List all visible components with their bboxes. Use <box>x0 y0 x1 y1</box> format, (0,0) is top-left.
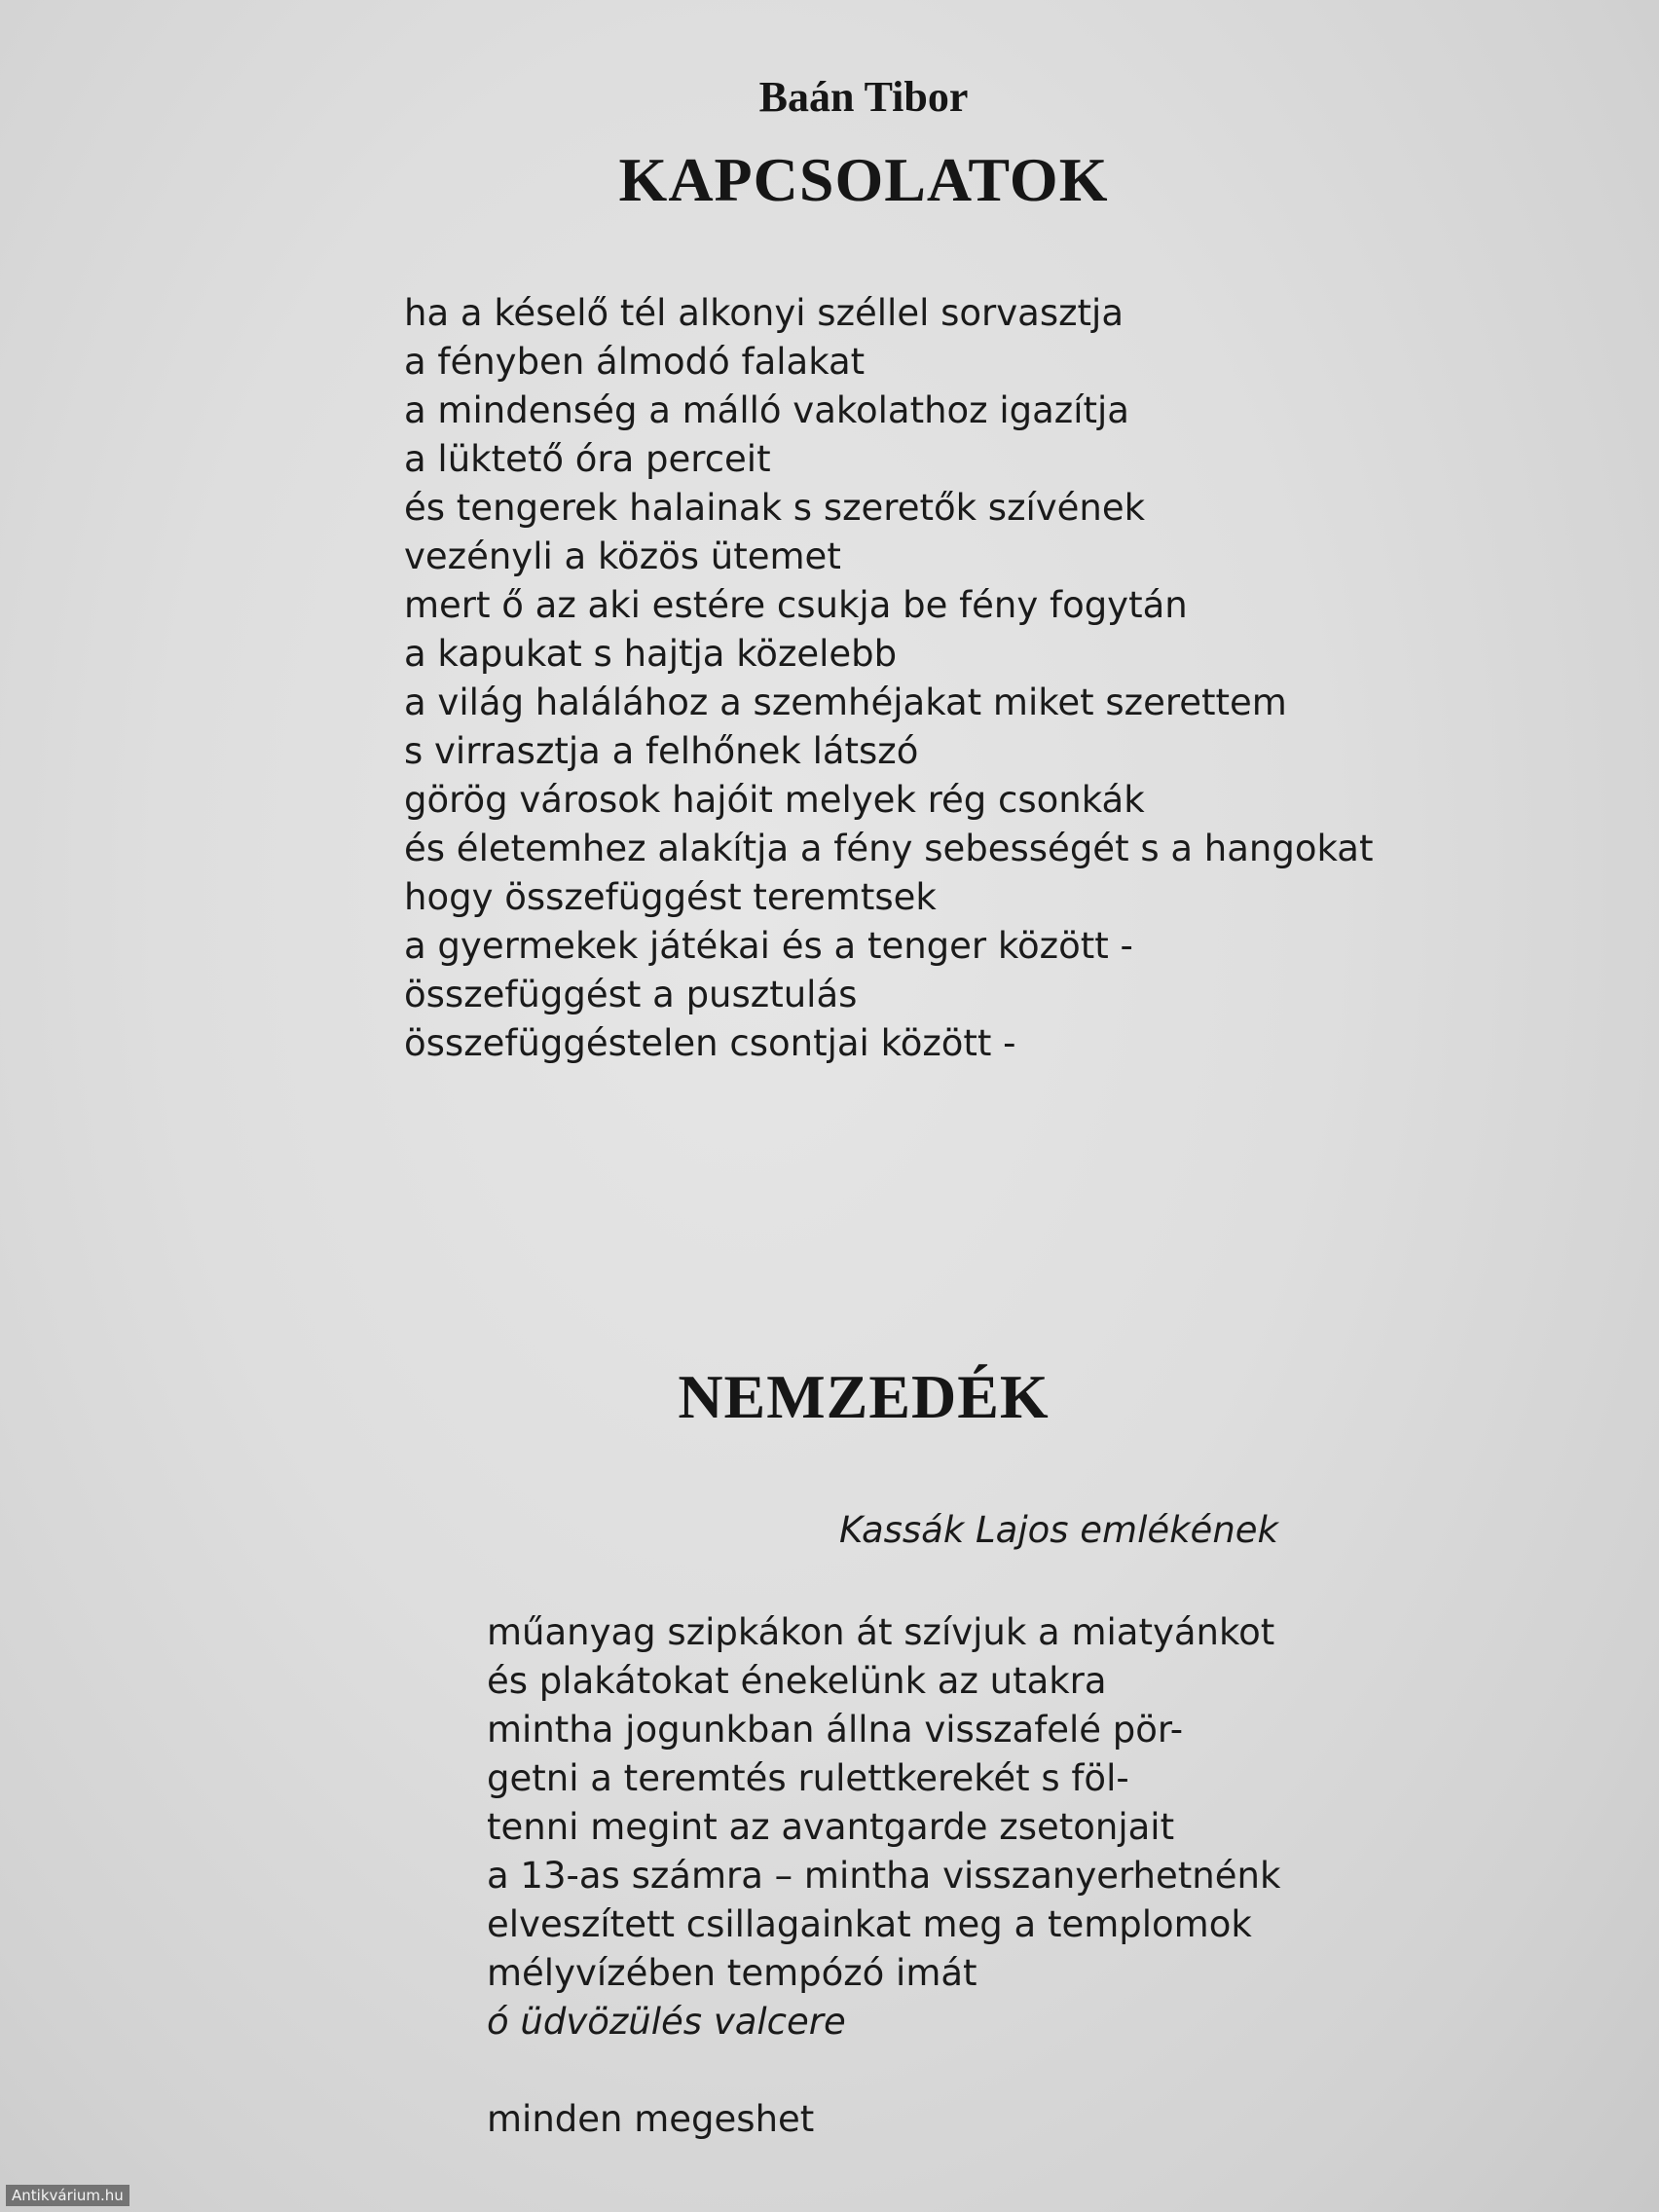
poem-line-final: minden megeshet <box>487 2098 815 2140</box>
poem-line: mélyvízében tempózó imát <box>487 1952 977 1994</box>
stanza-break <box>487 2046 1280 2095</box>
poem-line: a gyermekek játékai és a tenger között - <box>404 925 1133 967</box>
poem-body-kapcsolatok <box>404 289 1373 1068</box>
poem-line: a 13-as számra – mintha visszanyerhetnénk <box>487 1855 1281 1897</box>
poem-line: műanyag szipkákon át szívjuk a miatyánkot <box>487 1611 1275 1653</box>
author-name: Baán Tibor <box>758 73 969 121</box>
poem-line: tenni megint az avantgarde zsetonjait <box>487 1806 1175 1848</box>
poem-line: és tengerek halainak s szeretők szívének <box>404 487 1146 529</box>
poem-title-kapcsolatok: KAPCSOLATOK <box>618 145 1109 214</box>
poem-line: a lüktető óra perceit <box>404 438 771 480</box>
poem-line: mert ő az aki estére csukja be fény fogytán <box>404 584 1188 626</box>
poem-line-italic: ó üdvözülés valcere <box>487 2001 846 2043</box>
poem-line: vezényli a közös ütemet <box>404 535 841 577</box>
poem-line: összefüggést a pusztulás <box>404 974 858 1015</box>
poem-line: s virrasztja a felhőnek látszó <box>404 730 919 772</box>
poem-line: a fényben álmodó falakat <box>404 341 866 383</box>
poem-line: getni a teremtés rulettkerekét s föl- <box>487 1757 1129 1799</box>
site-watermark: Antikvárium.hu <box>6 2185 129 2206</box>
poem-line: a világ halálához a szemhéjakat miket szerettem <box>404 682 1287 723</box>
poem-line: ha a késelő tél alkonyi széllel sorvasztja <box>404 292 1124 334</box>
poem-line: és plakátokat énekelünk az utakra <box>487 1660 1107 1702</box>
poem-dedication: Kassák Lajos emlékének <box>839 1509 1278 1551</box>
poem-line: és életemhez alakítja a fény sebességét s a hangokat <box>404 828 1374 869</box>
poem-line: a mindenség a málló vakolathoz igazítja <box>404 389 1129 431</box>
poem-line: mintha jogunkban állna visszafelé pör- <box>487 1709 1184 1751</box>
poem-title-nemzedek: NEMZEDÉK <box>678 1362 1050 1431</box>
poem-line: hogy összefüggést teremtsek <box>404 876 937 918</box>
poem-line: összefüggéstelen csontjai között - <box>404 1022 1016 1064</box>
poem-line: elveszített csillagainkat meg a templomok <box>487 1903 1252 1945</box>
poem-body-nemzedek <box>487 1608 1280 2144</box>
poem-line: a kapukat s hajtja közelebb <box>404 633 898 675</box>
poem-line: görög városok hajóit melyek rég csonkák <box>404 779 1145 821</box>
